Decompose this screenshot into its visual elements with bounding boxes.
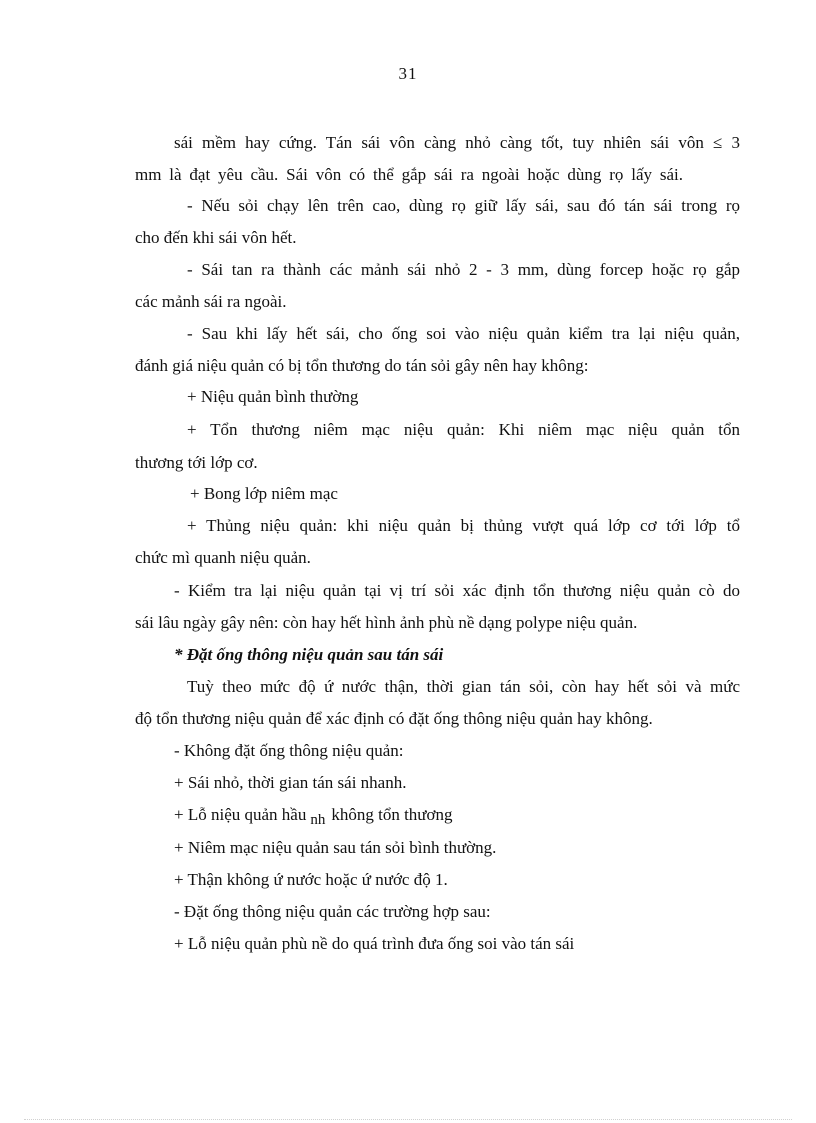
paragraph-line: - Sái tan ra thành các mảnh sái nhỏ 2 - 3 mm, dùng forcep hoặc rọ gắp xyxy=(187,260,740,279)
page-number: 31 xyxy=(398,64,418,83)
list-item: - Đặt ống thông niệu quản các trường hợp sau: xyxy=(174,902,491,921)
list-item: + Niệu quản bình thường xyxy=(187,387,359,406)
list-item: + Bong lớp niêm mạc xyxy=(190,484,338,503)
list-item: + Thận không ứ nước hoặc ứ nước độ 1. xyxy=(174,870,448,889)
subscript-fragment: nh xyxy=(310,812,326,828)
footer-divider xyxy=(24,1119,792,1120)
list-item: + Niêm mạc niệu quản sau tán sỏi bình thường. xyxy=(174,838,497,857)
paragraph-line: sái mềm hay cứng. Tán sái vôn càng nhỏ càng tốt, tuy nhiên sái vôn ≤ 3 xyxy=(174,133,740,152)
list-item xyxy=(174,805,453,826)
paragraph-line: - Nếu sỏi chạy lên trên cao, dùng rọ giữ lấy sái, sau đó tán sái trong rọ xyxy=(187,196,740,215)
list-item: + Lỗ niệu quản phù nề do quá trình đưa ống soi vào tán sái xyxy=(174,934,575,953)
paragraph-line: mm là đạt yêu cầu. Sái vôn có thể gắp sái ra ngoài hoặc dùng rọ lấy sái. xyxy=(135,165,683,184)
paragraph-line: Tuỳ theo mức độ ứ nước thận, thời gian tán sỏi, còn hay hết sỏi và mức xyxy=(187,677,740,696)
list-item-text: không tổn thương xyxy=(331,805,453,824)
list-item: + Tổn thương niêm mạc niệu quản: Khi niêm mạc niệu quản tổn xyxy=(187,420,740,439)
paragraph-line: - Sau khi lấy hết sái, cho ống soi vào niệu quản kiểm tra lại niệu quản, xyxy=(187,324,740,343)
paragraph-line: các mảnh sái ra ngoài. xyxy=(135,292,287,311)
paragraph-line: - Kiểm tra lại niệu quản tại vị trí sỏi xác định tổn thương niệu quản cò do xyxy=(174,581,740,600)
paragraph-line: đánh giá niệu quản có bị tổn thương do tán sỏi gây nên hay không: xyxy=(135,356,589,375)
list-item-text: + Lỗ niệu quản hầu xyxy=(174,805,307,824)
list-item: + Thủng niệu quản: khi niệu quản bị thủng vượt quá lớp cơ tới lớp tổ xyxy=(187,516,740,535)
paragraph-line: độ tổn thương niệu quản để xác định có đặt ống thông niệu quản hay không. xyxy=(135,709,653,728)
section-heading: * Đặt ống thông niệu quản sau tán sái xyxy=(174,645,444,664)
list-item: - Không đặt ống thông niệu quản: xyxy=(174,741,404,760)
paragraph-line: thương tới lớp cơ. xyxy=(135,453,258,472)
list-item: + Sái nhỏ, thời gian tán sái nhanh. xyxy=(174,773,407,792)
paragraph-line: chức mì quanh niệu quản. xyxy=(135,548,311,567)
paragraph-line: cho đến khi sái vôn hết. xyxy=(135,228,297,247)
paragraph-line: sái lâu ngày gây nên: còn hay hết hình ảnh phù nề dạng polype niệu quản. xyxy=(135,613,638,632)
